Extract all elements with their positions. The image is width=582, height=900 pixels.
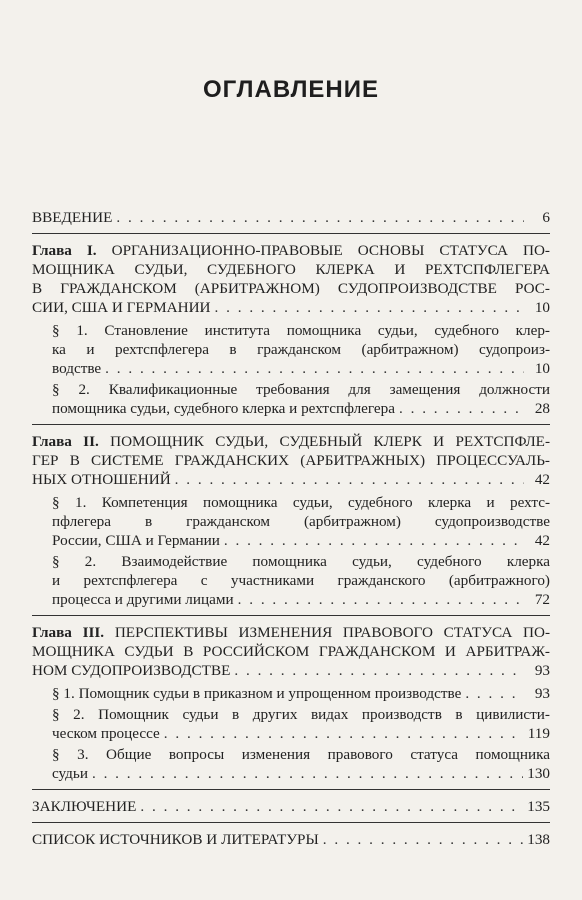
toc-entry-sources[interactable] bbox=[32, 830, 550, 849]
toc-entry-label: СПИСОК ИСТОЧНИКОВ И ЛИТЕРАТУРЫ bbox=[32, 831, 319, 848]
toc-section-3-1[interactable] bbox=[32, 684, 550, 703]
toc-section-1-2[interactable] bbox=[32, 380, 550, 418]
toc-chapter-2[interactable] bbox=[32, 432, 550, 489]
dot-leader bbox=[92, 764, 523, 783]
section-title-line: § 2. Взаимодействие помощника судьи, судебного клерка bbox=[52, 553, 550, 570]
toc-page-number: 6 bbox=[542, 209, 550, 226]
toc-section-2-2[interactable] bbox=[32, 552, 550, 609]
dot-leader bbox=[399, 399, 524, 418]
chapter-prefix: Глава III. bbox=[32, 624, 105, 641]
toc-page-number: 119 bbox=[527, 725, 550, 742]
section-title-line: § 2. Квалификационные требования для замещения должности bbox=[52, 381, 550, 398]
dot-leader bbox=[164, 724, 524, 743]
toc-entry-conclusion[interactable] bbox=[32, 797, 550, 816]
toc-page-number: 93 bbox=[534, 685, 550, 702]
chapter-title-line: МОЩНИКА СУДЬИ В РОССИЙСКОМ ГРАЖДАНСКОМ И АРБИТРАЖ- bbox=[32, 643, 550, 660]
page-title: ОГЛАВЛЕНИЕ bbox=[202, 76, 380, 103]
dot-leader bbox=[116, 208, 524, 227]
chapter-title-line: ПОМОЩНИК СУДЬИ, СУДЕБНЫЙ КЛЕРК И РЕХТСПФЛЕ- bbox=[110, 433, 551, 450]
toc-page-number: 72 bbox=[534, 591, 550, 608]
chapter-title-line: НОМ СУДОПРОИЗВОДСТВЕ bbox=[32, 662, 231, 679]
table-of-contents bbox=[32, 208, 550, 851]
chapter-title-line: ПЕРСПЕКТИВЫ ИЗМЕНЕНИЯ ПРАВОВОГО СТАТУСА ПО- bbox=[114, 624, 551, 641]
separator bbox=[32, 789, 550, 790]
separator bbox=[32, 233, 550, 234]
toc-section-3-3[interactable] bbox=[32, 745, 550, 783]
section-title-line: § 1. Компетенция помощника судьи, судебного клерка и рехтс- bbox=[52, 494, 550, 511]
section-title-line: помощника судьи, судебного клерка и рехтспфлегера bbox=[52, 400, 395, 417]
dot-leader bbox=[224, 531, 524, 550]
toc-section-3-2[interactable] bbox=[32, 705, 550, 743]
toc-entry-intro[interactable] bbox=[32, 208, 550, 227]
toc-entry-label: ЗАКЛЮЧЕНИЕ bbox=[32, 798, 137, 815]
dot-leader bbox=[234, 661, 524, 680]
toc-page-number: 28 bbox=[534, 400, 550, 417]
toc-page-number: 42 bbox=[534, 471, 550, 488]
chapter-title-line: СИИ, США И ГЕРМАНИИ bbox=[32, 299, 211, 316]
chapter-prefix: Глава I. bbox=[32, 242, 97, 259]
toc-page-number: 42 bbox=[534, 532, 550, 549]
toc-page-number: 10 bbox=[534, 360, 550, 377]
section-title-line: § 3. Общие вопросы изменения правового статуса помощника bbox=[52, 746, 550, 763]
section-title-line: § 1. Помощник судьи в приказном и упрощенном производстве bbox=[52, 685, 462, 702]
section-title-line: судьи bbox=[52, 765, 88, 782]
toc-page-number: 138 bbox=[527, 831, 550, 848]
dot-leader bbox=[175, 470, 524, 489]
dot-leader bbox=[238, 590, 524, 609]
dot-leader bbox=[105, 359, 524, 378]
toc-section-2-1[interactable] bbox=[32, 493, 550, 550]
separator bbox=[32, 615, 550, 616]
chapter-title-line: МОЩНИКА СУДЬИ, СУДЕБНОГО КЛЕРКА И РЕХТСПФЛЕГЕРА bbox=[32, 261, 550, 278]
chapter-prefix: Глава II. bbox=[32, 433, 99, 450]
chapter-title-line: НЫХ ОТНОШЕНИЙ bbox=[32, 471, 171, 488]
chapter-title-line: ОРГАНИЗАЦИОННО-ПРАВОВЫЕ ОСНОВЫ СТАТУСА ПО- bbox=[111, 242, 550, 259]
toc-entry-label: ВВЕДЕНИЕ bbox=[32, 209, 113, 226]
toc-page-number: 135 bbox=[527, 798, 550, 815]
section-title-line: ка и рехтспфлегера в гражданском (арбитражном) судопроиз- bbox=[52, 341, 550, 358]
section-title-line: России, США и Германии bbox=[52, 532, 220, 549]
section-title-line: § 2. Помощник судьи в других видах производств в цивилисти- bbox=[52, 706, 550, 723]
toc-section-1-1[interactable] bbox=[32, 321, 550, 378]
section-title-line: и рехтспфлегера с участниками гражданского (арбитражного) bbox=[52, 572, 550, 589]
chapter-title-line: В ГРАЖДАНСКОМ (АРБИТРАЖНОМ) СУДОПРОИЗВОДСТВЕ РОС- bbox=[32, 280, 550, 297]
chapter-title-line: ГЕР В СИСТЕМЕ ГРАЖДАНСКИХ (АРБИТРАЖНЫХ) ПРОЦЕССУАЛЬ- bbox=[32, 452, 550, 469]
section-title-line: процесса и другими лицами bbox=[52, 591, 234, 608]
dot-leader bbox=[465, 684, 524, 703]
toc-page-number: 130 bbox=[527, 765, 550, 782]
separator bbox=[32, 822, 550, 823]
dot-leader bbox=[140, 797, 523, 816]
section-title-line: водстве bbox=[52, 360, 102, 377]
section-title-line: ческом процессе bbox=[52, 725, 160, 742]
separator bbox=[32, 424, 550, 425]
section-title-line: пфлегера в гражданском (арбитражном) судопроизводстве bbox=[52, 513, 550, 530]
section-title-line: § 1. Становление института помощника судьи, судебного клер- bbox=[52, 322, 550, 339]
toc-page-number: 93 bbox=[534, 662, 550, 679]
toc-chapter-1[interactable] bbox=[32, 241, 550, 317]
toc-chapter-3[interactable] bbox=[32, 623, 550, 680]
toc-page-number: 10 bbox=[534, 299, 550, 316]
dot-leader bbox=[323, 830, 523, 849]
dot-leader bbox=[215, 298, 524, 317]
